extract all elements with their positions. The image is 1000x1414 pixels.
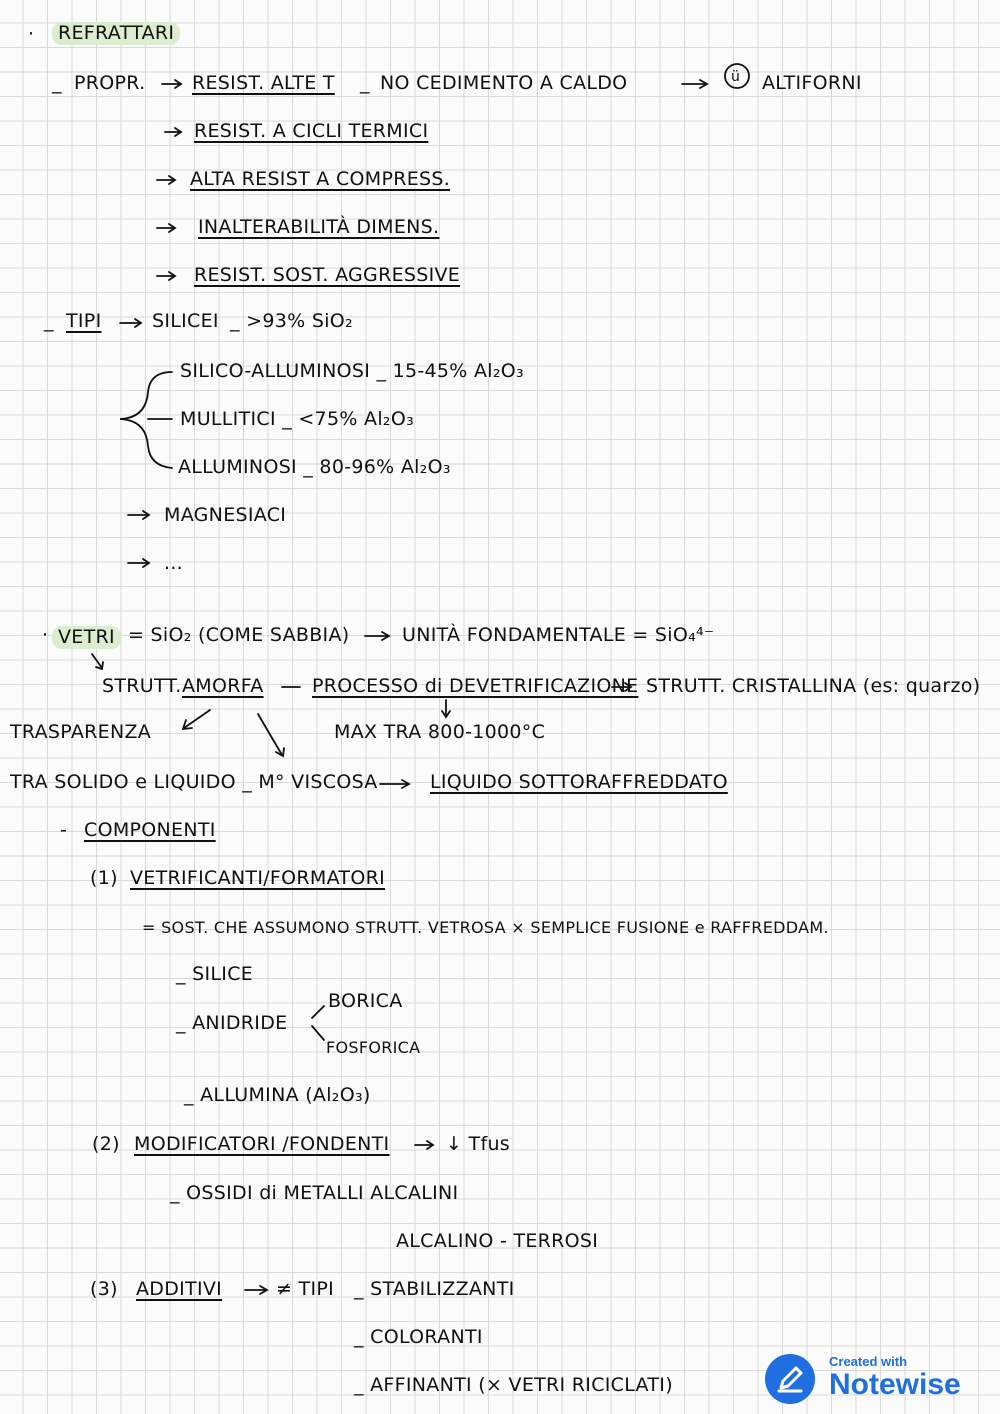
tipi-dash: _	[44, 310, 54, 332]
section-title-vetri: VETRI	[52, 626, 121, 649]
additivo-affinanti: _ AFFINANTI (× VETRI RICICLATI)	[354, 1374, 673, 1396]
pencil-icon	[765, 1354, 815, 1404]
c3-number: (3)	[90, 1278, 118, 1300]
property-dash: _	[360, 72, 370, 94]
badge-created-with: Created with	[829, 1354, 908, 1369]
type-etc: ...	[164, 552, 184, 574]
component-silice: _ SILICE	[176, 963, 254, 985]
property-no-cedimento: NO CEDIMENTO A CALDO	[380, 72, 628, 94]
svg-text:ü: ü	[731, 69, 740, 85]
anidride-borica: BORICA	[328, 990, 403, 1012]
c2-number: (2)	[92, 1133, 120, 1155]
c2-title: MODIFICATORI /FONDENTI	[134, 1133, 390, 1155]
component-allumina: _ ALLUMINA (Al₂O₃)	[184, 1084, 371, 1106]
bullet: ·	[28, 23, 35, 45]
type-mullitici: MULLITICI _ <75% Al₂O₃	[180, 408, 414, 430]
c3-tipi: ≠ TIPI	[276, 1278, 335, 1300]
propr-dash: _	[52, 72, 62, 94]
c1-definition: = SOST. CHE ASSUMONO STRUTT. VETROSA × SEMPLICE FUSIONE e RAFFREDDAM.	[142, 918, 829, 937]
propr-label: PROPR.	[74, 72, 146, 94]
type-alluminosi: ALLUMINOSI _ 80-96% Al₂O₃	[178, 456, 451, 478]
type-silico-alluminosi: SILICO-ALLUMINOSI _ 15-45% Al₂O₃	[180, 360, 524, 382]
ossidi-metalli-alcalini: _ OSSIDI di METALLI ALCALINI	[170, 1182, 459, 1204]
c2-effect: ↓ Tfus	[446, 1133, 510, 1155]
tra-solido-liquido: TRA SOLIDO e LIQUIDO _ M° VISCOSA	[10, 771, 378, 793]
property-inalterabilita: INALTERABILITÀ DIMENS.	[198, 216, 440, 238]
component-anidride: _ ANIDRIDE	[176, 1012, 288, 1034]
property-compressione: ALTA RESIST A COMPRESS.	[190, 168, 451, 190]
liquido-sottoraffreddato: LIQUIDO SOTTORAFFREDDATO	[430, 771, 728, 793]
type-silicei-value: _ >93% SiO₂	[230, 310, 353, 332]
bullet: ·	[42, 624, 49, 646]
componenti-heading: COMPONENTI	[84, 819, 216, 841]
additivo-stabilizzanti: _ STABILIZZANTI	[354, 1278, 515, 1300]
example-altiforni: ALTIFORNI	[762, 72, 862, 94]
property-cicli-termici: RESIST. A CICLI TERMICI	[194, 120, 429, 142]
badge-brand-name: Notewise	[829, 1368, 961, 1401]
processo-devetrificazione: PROCESSO di DEVETRIFICAZIONE	[312, 675, 639, 697]
type-silicei: SILICEI	[152, 310, 219, 332]
strutt-cristallina: STRUTT. CRISTALLINA (es: quarzo)	[646, 675, 981, 697]
tipi-label: TIPI	[66, 310, 102, 332]
strutt-prefix: STRUTT.	[102, 675, 182, 697]
vetri-unita-fondamentale: UNITÀ FONDAMENTALE = SiO₄⁴⁻	[402, 624, 715, 646]
c1-title: VETRIFICANTI/FORMATORI	[130, 867, 386, 889]
type-magnesiaci: MAGNESIACI	[164, 504, 287, 526]
alcalino-terrosi: ALCALINO - TERROSI	[396, 1230, 599, 1252]
property-resist-alte-t: RESIST. ALTE T	[192, 72, 335, 94]
max-tra-temperature: MAX TRA 800-1000°C	[334, 721, 546, 743]
c1-number: (1)	[90, 867, 118, 889]
notewise-badge	[765, 1350, 990, 1410]
trasparenza: TRASPARENZA	[10, 721, 152, 743]
c3-title: ADDITIVI	[136, 1278, 223, 1300]
property-sost-aggressive: RESIST. SOST. AGGRESSIVE	[194, 264, 461, 286]
additivo-coloranti: _ COLORANTI	[354, 1326, 483, 1348]
anidride-fosforica: FOSFORICA	[326, 1038, 421, 1057]
vetri-formula: = SiO₂ (COME SABBIA)	[128, 624, 350, 646]
componenti-dash: -	[60, 819, 68, 841]
strutt-amorfa: AMORFA	[182, 675, 264, 697]
section-title-refrattari: REFRATTARI	[52, 22, 180, 45]
